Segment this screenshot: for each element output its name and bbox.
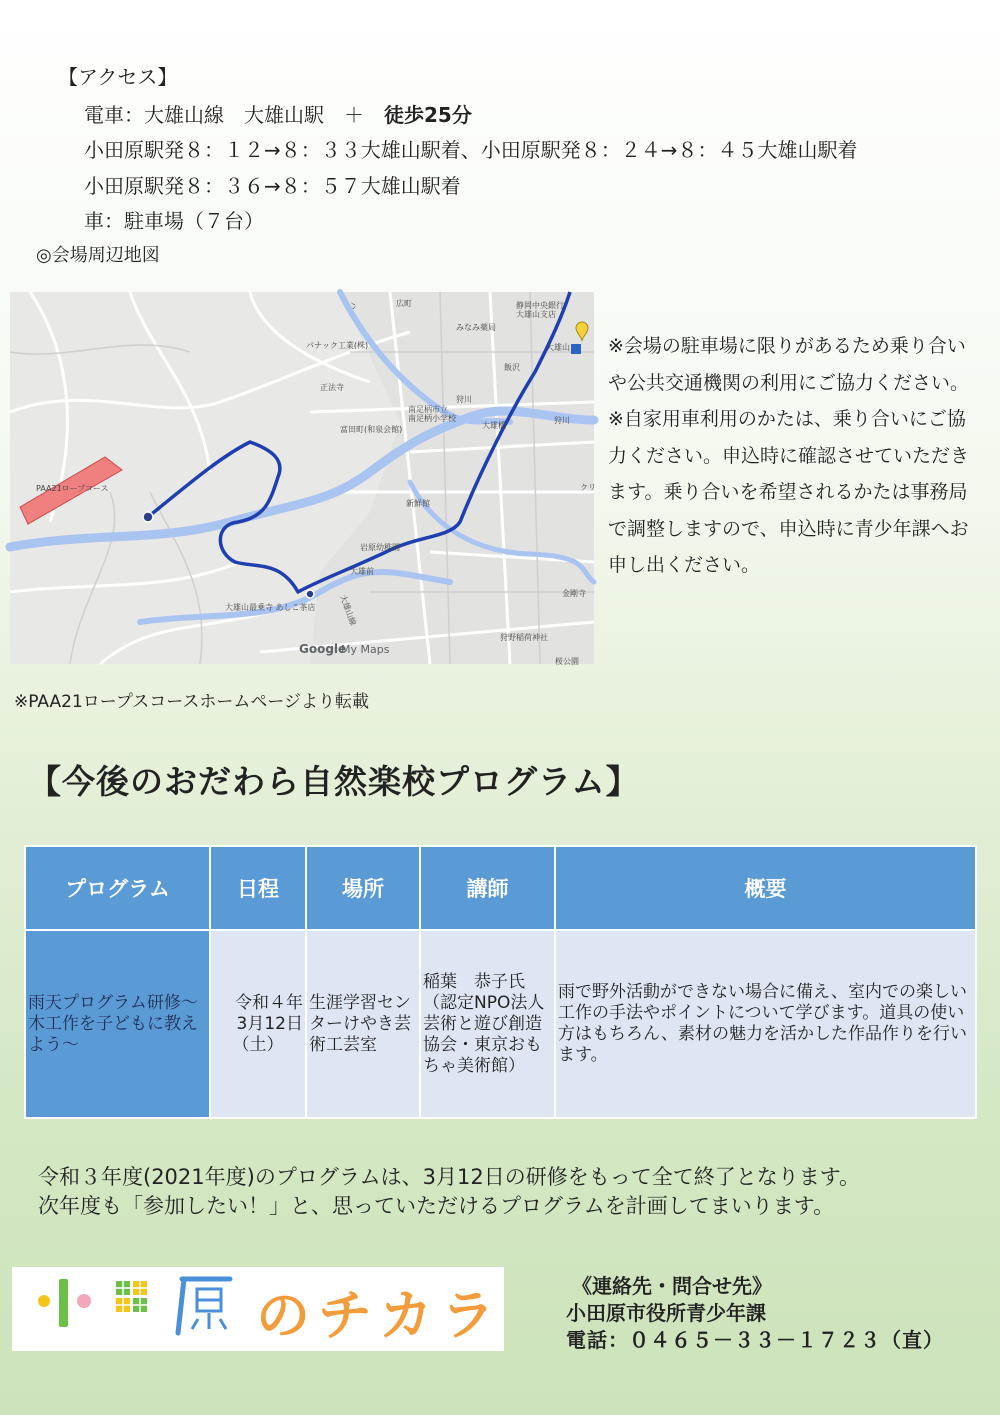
map-label-pharmacy: みなみ薬局 — [456, 323, 496, 332]
map-label-nursery: 岩原幼稚園 — [360, 543, 400, 552]
map-label-kuri: クリ — [580, 483, 596, 492]
closing-line-2: 次年度も「参加したい！」と、思っていただけるプログラムを計画してまいります。 — [38, 1194, 835, 1218]
map-note: ※会場の駐車場に限りがあるため乗り合いや公共交通機関の利用にご協力ください。※自家用車利用のかたは、乗り合いにご協力ください。申込時に確認させていただきます。乗り合いを希望されるかたは事務局で調整しますので、申込時に青少年課へお申し出ください。 — [608, 335, 970, 576]
header-lecturer: 講師 — [420, 846, 555, 930]
access-schedule-1: 小田原駅発８：１２→８：３３大雄山駅着、小田原駅発８：２４→８：４５大雄山駅着 — [84, 138, 858, 162]
access-walk: 徒歩25分 — [384, 103, 472, 127]
cell-lecturer: 稲葉 恭子氏（認定NPO法人芸術と遊び創造協会・東京おもちゃ美術館） — [420, 930, 555, 1118]
header-summary: 概要 — [555, 846, 976, 930]
access-train — [84, 99, 472, 128]
contact-heading: 《連絡先・問合せ先》 — [572, 1274, 772, 1298]
cell-place: 生涯学習センターけやき芸術工芸室 — [306, 930, 420, 1118]
map-label-kongoji: 金剛寺 — [562, 589, 586, 598]
google-logo: Google — [299, 642, 347, 656]
map-label-temple: 正法寺 — [320, 383, 344, 392]
access-train-text: 電車：大雄山線 大雄山駅 ＋ — [84, 103, 384, 127]
map-label-iizawa: 飯沢 — [504, 363, 520, 372]
map-label-inari: 狩野稲荷神社 — [500, 633, 548, 642]
header-place: 場所 — [306, 846, 420, 930]
closing-text — [38, 1163, 860, 1221]
map-label-shop: 新鮮館 — [406, 499, 430, 508]
closing-line-1: 令和３年度(2021年度)のプログラムは、3月12日の研修をもって全て終了となります。 — [38, 1165, 861, 1189]
table-header-row — [25, 846, 976, 930]
map-label-bus-stop: 大雄前 — [350, 567, 374, 576]
contact-block — [566, 1273, 944, 1354]
map-label-school: 南足柄市立南足柄小学校 — [408, 405, 456, 423]
access-heading: 【アクセス】 — [58, 65, 178, 89]
contact-phone: 電話：０４６５－３３－１７２３（直） — [566, 1328, 944, 1352]
map-label-course: PAA21ロープコース — [36, 484, 109, 493]
cell-program: 雨天プログラム研修～木工作を子どもに教えよう～ — [25, 930, 210, 1118]
map-label-station: 大雄山 — [546, 343, 570, 352]
section-title: 【今後のおだわら自然楽校プログラム】 — [28, 762, 640, 801]
map-label-park: 桜公園 — [555, 657, 579, 666]
header-program: プログラム — [25, 846, 210, 930]
map-label-bridge: 大雄橋 — [482, 421, 506, 430]
table-row — [25, 930, 976, 1118]
map-label-panac: パナック工業(株) — [306, 341, 369, 350]
map-heading: ◎会場周辺地図 — [36, 245, 160, 266]
access-schedule-2: 小田原駅発８：３６→８：５７大雄山駅着 — [84, 174, 461, 198]
venue-map[interactable] — [10, 292, 594, 664]
contact-office: 小田原市役所青少年課 — [566, 1301, 766, 1325]
map-label-river-2: 狩川 — [554, 416, 570, 425]
date-day: 3月12日 — [236, 1013, 303, 1034]
date-year: 令和４年 — [235, 992, 303, 1013]
cell-summary: 雨で野外活動ができない場合に備え、室内での楽しい工作の手法やポイントについて学びます。道具の使い方はもちろん、素材の魅力を活かした作品作りを行います。 — [555, 930, 976, 1118]
access-car: 車：駐車場（７台） — [84, 209, 264, 233]
map-label-hall: 富田町(和泉会館) — [340, 425, 403, 434]
mymaps-logo: My Maps — [341, 643, 390, 656]
map-label-river-1: 狩川 — [456, 395, 472, 404]
map-label-line: 大雄山線 — [338, 593, 358, 627]
header-date: 日程 — [210, 846, 306, 930]
odawara-logo — [12, 1267, 504, 1351]
program-table — [24, 845, 977, 1119]
date-weekday: （土） — [232, 1034, 284, 1055]
logo-text: のチカラ — [256, 1284, 503, 1347]
map-label-hirocho: 広町 — [396, 299, 412, 308]
map-label-shrine-shop: 大雄山最乗寺 あしこ茶店 — [225, 603, 316, 612]
cell-date — [210, 930, 306, 1118]
map-label-bank: 静岡中央銀行大雄山支店 — [516, 301, 564, 319]
map-label-road: ハ — [348, 300, 359, 311]
map-credit: ※PAA21ロープスコースホームページより転載 — [14, 692, 370, 712]
